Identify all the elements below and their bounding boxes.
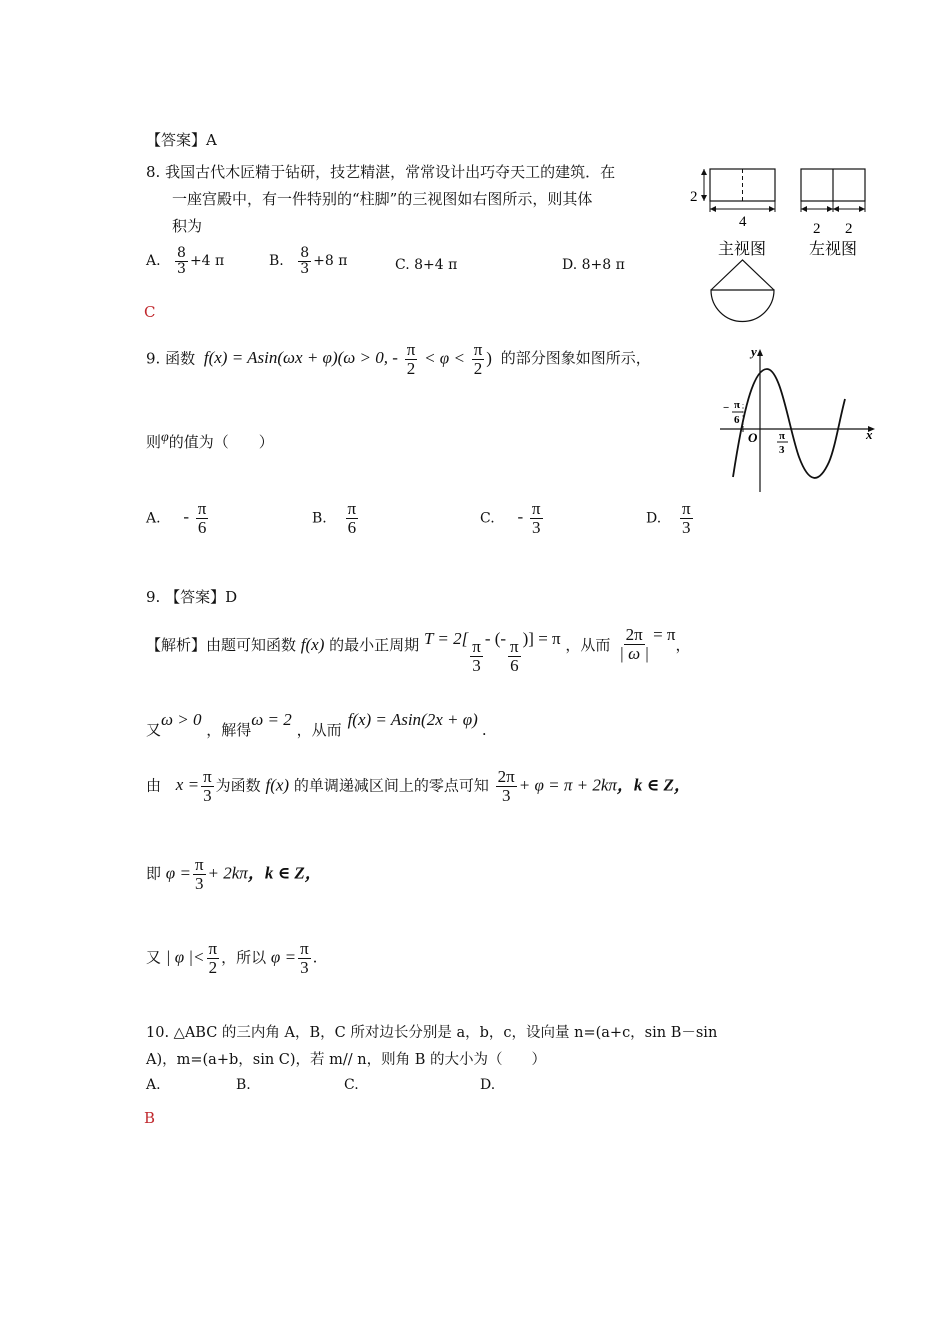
top-view-triangle bbox=[711, 260, 774, 290]
front-width-label: 4 bbox=[739, 214, 747, 230]
graph-sine-curve bbox=[733, 369, 845, 478]
q8-line1: 8. 我国古代木匠精于钻研，技艺精湛，常常设计出巧夺天工的建筑．在 bbox=[146, 163, 616, 181]
front-height-arrow-bottom bbox=[701, 195, 707, 201]
front-height-arrow-top bbox=[701, 169, 707, 175]
q8-answer: C bbox=[144, 303, 156, 321]
side-caption: 左视图 bbox=[809, 241, 858, 258]
sol9-line4: 即 φ = $\frac{\pi}{3}$ + 2kπ，k ∈ Z， bbox=[146, 855, 322, 893]
q9-stem: 9. 函数 f(x) = Asin(ωx + φ)(ω > 0, - $\frac{\pi}{2}$ < φ < $\frac{\pi}{2}$ ) 的部分图象如图所示， bbox=[146, 340, 651, 378]
q9-pi-over-2-b: $\frac{\pi}{2}$ bbox=[473, 340, 483, 378]
q8-line3: 积为 bbox=[172, 217, 203, 235]
q10-answer: B bbox=[144, 1109, 156, 1127]
q8-three-view-figure bbox=[680, 160, 880, 330]
prev-answer: 【答案】A bbox=[146, 131, 217, 149]
graph-left-tick-num: π bbox=[734, 399, 741, 411]
q8-b-fraction: $\frac{8}{3}$ bbox=[300, 245, 310, 277]
sol9-line5: 又 | φ |< $\frac{\pi}{2}$ ，所以 φ = $\frac{\pi}{3}$ . bbox=[146, 939, 318, 977]
graph-origin-label: O bbox=[748, 430, 758, 445]
q8-option-a[interactable]: A. $\frac{8}{3}$ +4 π bbox=[146, 245, 225, 277]
graph-y-label: y bbox=[751, 344, 757, 359]
q9-pi-over-2-a: $\frac{\pi}{2}$ bbox=[406, 340, 416, 378]
graph-right-tick-den: 3 bbox=[779, 444, 785, 456]
front-caption: 主视图 bbox=[718, 241, 767, 258]
q8-line2: 一座宫殿中，有一件特别的“柱脚”的三视图如右图所示，则其体 bbox=[172, 190, 593, 208]
q10-option-b[interactable]: B. bbox=[236, 1077, 251, 1093]
front-height-label: 2 bbox=[690, 189, 698, 205]
q8-option-d[interactable]: D. 8+8 π bbox=[562, 257, 625, 273]
sol9-line3: 由 x = $\frac{\pi}{3}$ 为函数 f(x) 的单调递减区间上的零点可知 $\frac{2\pi}{3}$ + φ = π + 2kπ，k ∈ Z， bbox=[146, 767, 691, 805]
q8-option-b[interactable]: B. $\frac{8}{3}$ +8 π bbox=[269, 245, 348, 277]
sol9-line1: 【解析】由题可知函数 f(x) 的最小正周期 T = 2[ $\frac{\pi}{3}$ - (- $\frac{\pi}{6}$ )] = π ，从而 $\frac{2\pi}{| \omega |}$ = π， bbox=[146, 625, 691, 675]
q8-option-c[interactable]: C. 8+4 π bbox=[395, 257, 458, 273]
top-view-semicircle bbox=[711, 290, 774, 322]
q9-option-d[interactable]: D. $\frac{\pi}{3}$ bbox=[646, 499, 691, 537]
side-right-label: 2 bbox=[845, 221, 853, 237]
sol9-line2: 又ω > 0 ，解得ω = 2 ，从而f(x) = Asin(2x + φ). bbox=[146, 710, 487, 739]
q9-option-c[interactable]: C. - $\frac{\pi}{3}$ bbox=[480, 499, 541, 537]
graph-x-label: x bbox=[866, 427, 873, 442]
graph-right-tick-num: π bbox=[779, 430, 786, 442]
q9-option-b[interactable]: B. $\frac{\pi}{6}$ bbox=[312, 499, 357, 537]
q10-line1: 10. △ABC 的三内角 A，B，C 所对边长分别是 a，b，c，设向量 n=(a+c，sin B－sin bbox=[146, 1025, 718, 1041]
q10-option-d[interactable]: D. bbox=[480, 1077, 496, 1093]
graph-left-tick-den: 6 bbox=[734, 414, 740, 426]
q10-option-c[interactable]: C. bbox=[344, 1077, 359, 1093]
q10-option-a[interactable]: A. bbox=[146, 1077, 161, 1093]
sol9-answer: 9. 【答案】D bbox=[146, 588, 238, 606]
q10-line2: A)，m=(a+b，sin C)，若 m// n，则角 B 的大小为（ ） bbox=[146, 1052, 546, 1068]
q8-a-fraction: $\frac{8}{3}$ bbox=[177, 245, 186, 277]
side-left-label: 2 bbox=[813, 221, 821, 237]
q9-sine-graph bbox=[715, 342, 885, 497]
q9-question: 则φ的值为（ ） bbox=[146, 430, 274, 451]
graph-left-tick-sign: − bbox=[723, 402, 730, 414]
q9-option-a[interactable]: A. - $\frac{\pi}{6}$ bbox=[146, 499, 207, 537]
